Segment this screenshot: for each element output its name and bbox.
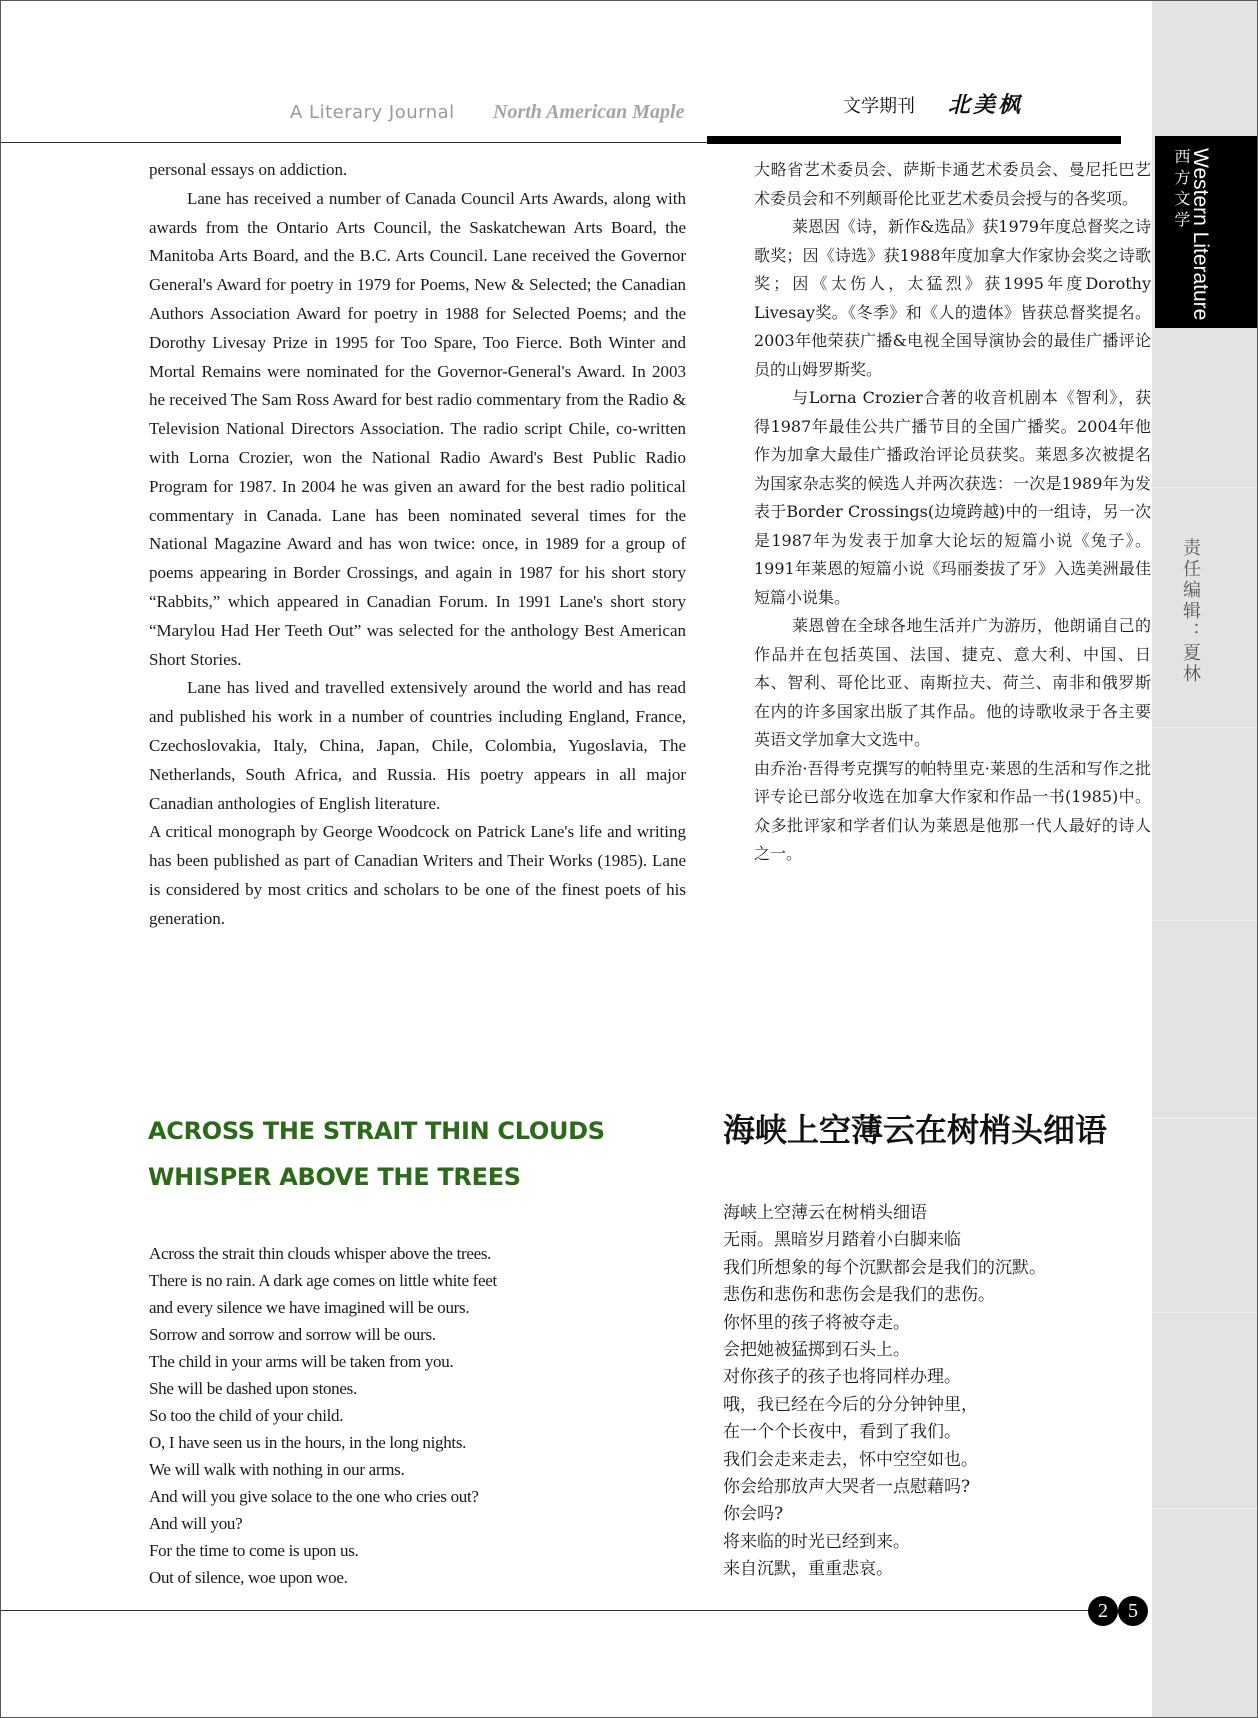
poem-line: She will be dashed upon stones.	[149, 1379, 357, 1398]
poem-line: 在一个个长夜中，看到了我们。	[723, 1422, 961, 1443]
poem-title-en	[148, 1108, 668, 1200]
paragraph: Lane has lived and travelled extensively around the world and has read and published his work in a number of countries including England, France, Czechoslovakia, Italy, China, Japan, Chile, Colombia, Yugoslavia, The Netherlands, South Africa, and Russia. His poetry appears in all major Canadian anthologies of English literature.	[149, 678, 686, 813]
poem-line: Sorrow and sorrow and sorrow will be ours.	[149, 1325, 436, 1344]
paragraph: 莱恩因《诗，新作&选品》获1979年度总督奖之诗歌奖；因《诗选》获1988年度加拿大作家协会奖之诗歌奖；因《太伤人，太猛烈》获1995年度Dorothy Livesay奖。《冬季》和《人的遗体》皆获总督奖提名。2003年他荣获广播&电视全国导演协会的最佳广播评论员的山姆罗斯奖。	[754, 217, 1151, 379]
poem-line: Out of silence, woe upon woe.	[149, 1568, 348, 1587]
header-bar	[707, 136, 1121, 144]
sidebar-divider	[1152, 1312, 1258, 1313]
editor-credit: 责任编辑：夏林	[1180, 538, 1201, 685]
poem-chinese	[723, 1200, 1046, 1584]
paragraph: 与Lorna Crozier合著的收音机剧本《智利》，获得1987年最佳公共广播节目的全国广播奖。2004年他作为加拿大最佳广播政治评论员获奖。莱恩多次被提名为国家杂志奖的候选人并两次获选：一次是1989年为发表于Border Crossings(边境跨越)中的一组诗，另一次是1987年为发表于加拿大论坛的短篇小说《兔子》。1991年莱恩的短篇小说《玛丽娄拔了牙》入选美洲最佳短篇小说集。	[754, 388, 1151, 607]
poem-title-line: ACROSS THE STRAIT THIN CLOUDS	[148, 1117, 605, 1145]
sidebar-divider	[1152, 487, 1258, 488]
poem-line: 无雨。黑暗岁月踏着小白脚来临	[723, 1230, 961, 1251]
paragraph: 大略省艺术委员会、萨斯卡通艺术委员会、曼尼托巴艺术委员会和不列颠哥伦比亚艺术委员会授与的各奖项。	[754, 160, 1151, 208]
poem-line: The child in your arms will be taken from you.	[149, 1352, 454, 1371]
poem-line: There is no rain. A dark age comes on little white feet	[149, 1271, 497, 1290]
footer-rule	[0, 1610, 1096, 1611]
sidebar-divider	[1152, 1508, 1258, 1509]
journal-label-en: A Literary Journal	[290, 102, 455, 123]
sidebar-divider	[1152, 727, 1258, 728]
poem-line: 我们所想象的每个沉默都会是我们的沉默。	[723, 1257, 1046, 1278]
poem-line: We will walk with nothing in our arms.	[149, 1460, 405, 1479]
journal-name-en: North American Maple	[493, 101, 685, 123]
poem-line: 你会给那放声大哭者一点慰藉吗?	[723, 1477, 971, 1498]
paragraph: Lane has received a number of Canada Council Arts Awards, along with awards from the Ontario Arts Council, the Saskatchewan Arts Board, the Manitoba Arts Board, and the B.C. Arts Council. Lane received the Governor General's Award for poetry in 1979 for Poems, New & Selected; the Canadian Authors Association Award for poetry in 1988 for Selected Poems; and the Dorothy Livesay Prize in 1995 for Too Spare, Too Fierce. Both Winter and Mortal Remains were nominated for the Governor-General's Award. In 2003 he received The Sam Ross Award for best radio commentary from the Radio & Television National Directors Association. The radio script Chile, co-written with Lorna Crozier, won the National Radio Award's Best Public Radio Program for 1987. In 2004 he was given an award for the best radio political commentary in Canada. Lane has been nominated several times for the National Magazine Award and has won twice: once, in 1989 for a group of poems appearing in Border Crossings, and again in 1987 for his short story “Rabbits,” which appeared in Canadian Forum. In 1991 Lane's short story “Marylou Had Her Teeth Out” was selected for the anthology Best American Short Stories.	[149, 188, 686, 669]
paragraph: 莱恩曾在全球各地生活并广为游历，他朗诵自己的作品并在包括英国、法国、捷克、意大利、中国、日本、智利、哥伦比亚、南斯拉夫、荷兰、南非和俄罗斯在内的许多国家出版了其作品。他的诗歌收录于各主要英语文学加拿大文选中。	[754, 616, 1151, 749]
poem-line: And will you?	[149, 1514, 243, 1533]
paragraph: personal essays on addiction.	[149, 160, 348, 179]
poem-line: O, I have seen us in the hours, in the long nights.	[149, 1433, 467, 1452]
journal-label-zh: 文学期刊	[843, 96, 915, 117]
page-number-digit: 2	[1088, 1596, 1118, 1626]
page-number-digit: 5	[1118, 1596, 1148, 1626]
poem-line: and every silence we have imagined will be ours.	[149, 1298, 470, 1317]
poem-line: 你会吗?	[723, 1504, 784, 1525]
poem-english	[149, 1240, 497, 1591]
article-english	[149, 156, 686, 934]
poem-title-zh: 海峡上空薄云在树梢头细语	[723, 1111, 1108, 1149]
poem-line: Across the strait thin clouds whisper above the trees.	[149, 1244, 492, 1263]
paragraph: A critical monograph by George Woodcock on Patrick Lane's life and writing has been published as part of Canadian Writers and Their Works (1985). Lane is considered by most critics and scholars to be one of the finest poets of his generation.	[149, 822, 686, 928]
poem-line: 哦，我已经在今后的分分钟钟里，	[723, 1394, 978, 1415]
poem-line: For the time to come is upon us.	[149, 1541, 359, 1560]
sidebar-divider	[1152, 920, 1258, 921]
poem-line: 将来临的时光已经到来。	[723, 1531, 910, 1552]
poem-title-line: WHISPER ABOVE THE TREES	[148, 1163, 521, 1191]
poem-line: And will you give solace to the one who cries out?	[149, 1487, 479, 1506]
poem-line: So too the child of your child.	[149, 1406, 344, 1425]
section-label-en: Western Literature	[1189, 148, 1212, 321]
poem-line: 对你孩子的孩子也将同样办理。	[723, 1367, 961, 1388]
sidebar-divider	[1152, 1118, 1258, 1119]
poem-line: 悲伤和悲伤和悲伤会是我们的悲伤。	[723, 1285, 995, 1306]
article-chinese	[754, 156, 1151, 869]
poem-line: 会把她被猛掷到石头上。	[723, 1340, 910, 1361]
poem-line: 我们会走来走去，怀中空空如也。	[723, 1449, 978, 1470]
poem-line: 来自沉默，重重悲哀。	[723, 1559, 893, 1580]
poem-line: 海峡上空薄云在树梢头细语	[723, 1203, 927, 1223]
poem-line: 你怀里的孩子将被夺走。	[723, 1312, 910, 1333]
journal-name-zh: 北美枫	[948, 92, 1024, 118]
paragraph: 由乔治·吾得考克撰写的帕特里克·莱恩的生活和写作之批评专论已部分收选在加拿大作家和作品一书(1985)中。众多批评家和学者们认为莱恩是他那一代人最好的诗人之一。	[754, 758, 1151, 863]
section-label-zh: 西方文学	[1172, 148, 1191, 232]
